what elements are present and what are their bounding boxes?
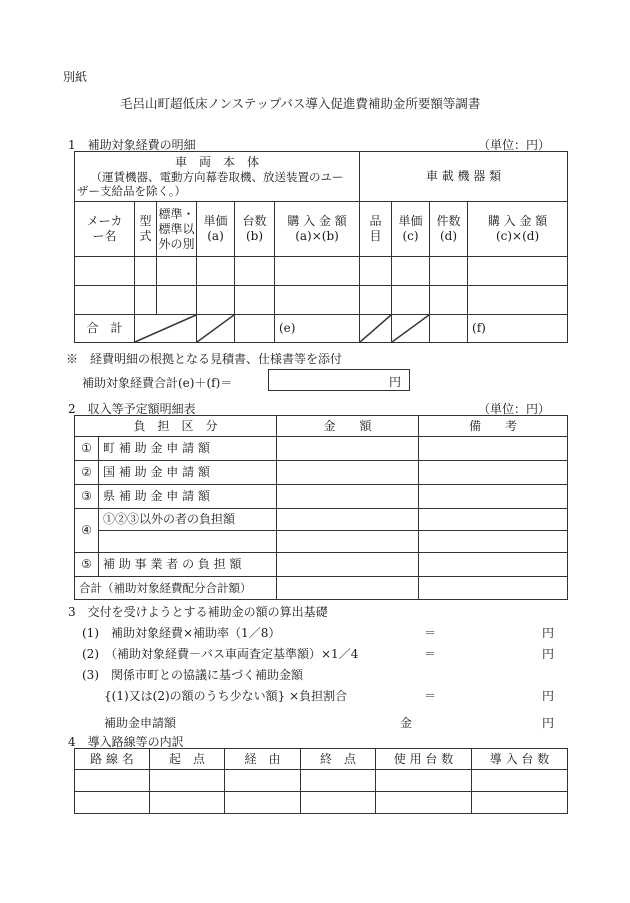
diagonal-cell <box>135 315 197 343</box>
equals-sign: ＝ <box>424 626 437 640</box>
row-number: ④ <box>75 509 99 553</box>
table-row <box>75 485 568 509</box>
table-row <box>75 437 568 461</box>
col-introduced-count: 導 入 台 数 <box>472 749 568 770</box>
table-row <box>75 531 568 553</box>
row-label: ①②③以外の者の負担額 <box>99 509 277 531</box>
calc-line-1: (1) 補助対象経費×補助率（1／8） <box>82 626 281 640</box>
vehicle-body-header: 車 両 本 体 （運賃機器、電動方向幕巻取機、放送装置のユー ザー支給品を除く。） <box>75 152 360 202</box>
col-remarks: 備 考 <box>419 416 568 437</box>
table-row <box>75 461 568 485</box>
table-row <box>75 509 568 531</box>
section3-heading: 3 交付を受けようとする補助金の額の算出基礎 <box>68 605 328 619</box>
col-amount: 金 額 <box>277 416 419 437</box>
sum-amount-box <box>268 369 410 391</box>
total-label: 合 計 <box>75 315 135 343</box>
section2-heading: 2 収入等予定額明細表 <box>68 402 196 416</box>
section2-unit: （単位：円） <box>478 402 551 416</box>
row-label: 国 補 助 金 申 請 額 <box>99 461 277 485</box>
col-start: 起 点 <box>150 749 225 770</box>
col-via: 経 由 <box>225 749 301 770</box>
table-row <box>75 286 568 315</box>
row-number: ③ <box>75 485 99 509</box>
section1-heading: 1 補助対象経費の明細 <box>68 138 196 152</box>
attachment-note: ※ 経費明細の根拠となる見積書、仕様書等を添付 <box>66 352 343 366</box>
table-row <box>75 257 568 286</box>
total-e: (e) <box>275 315 360 343</box>
row-label: 補 助 事 業 者 の 負 担 額 <box>99 553 277 577</box>
col-count-d: 件数 (d) <box>430 202 468 257</box>
yen-label: 円 <box>542 647 555 661</box>
col-standard: 標準・ 標準以 外の別 <box>157 202 197 257</box>
total-f: (f) <box>468 315 568 343</box>
col-model: 型 式 <box>135 202 157 257</box>
onboard-equipment-header: 車 載 機 器 類 <box>360 152 568 202</box>
table-row <box>75 792 568 814</box>
total-row <box>75 577 568 600</box>
equals-sign: ＝ <box>424 647 437 661</box>
col-purchase-axb: 購 入 金 額 (a)×(b) <box>275 202 360 257</box>
total-label: 合計（補助対象経費配分合計額） <box>75 577 277 600</box>
diagonal-cell <box>360 315 392 343</box>
page-title: 毛呂山町超低床ノンステップバス導入促進費補助金所要額等調書 <box>120 96 481 111</box>
route-table <box>74 748 568 814</box>
diagonal-cell <box>197 315 235 343</box>
section4-heading: 4 導入路線等の内訳 <box>68 735 184 749</box>
calc-line-3: (3) 関係市町との協議に基づく補助金額 <box>82 668 303 682</box>
expense-table <box>74 151 568 343</box>
sum-yen: 円 <box>388 375 401 389</box>
table-row <box>75 553 568 577</box>
application-amount-label: 補助金申請額 <box>104 716 177 730</box>
col-used-count: 使 用 台 数 <box>376 749 472 770</box>
col-end: 終 点 <box>301 749 376 770</box>
income-table <box>74 415 568 600</box>
row-number: ① <box>75 437 99 461</box>
yen-label: 円 <box>542 626 555 640</box>
row-label: 町 補 助 金 申 請 額 <box>99 437 277 461</box>
calc-line-4: {(1)又は(2)の額のうち少ない額} ×負担割合 <box>104 689 348 703</box>
diagonal-cell <box>392 315 430 343</box>
col-route-name: 路 線 名 <box>75 749 150 770</box>
total-row <box>75 315 568 343</box>
kin-label: 金 <box>400 716 413 730</box>
col-unit-price-c: 単価 (c) <box>392 202 430 257</box>
row-label: 県 補 助 金 申 請 額 <box>99 485 277 509</box>
col-unit-price-a: 単価 (a) <box>197 202 235 257</box>
sum-label: 補助対象経費合計(e)＋(f)＝ <box>82 376 233 390</box>
row-number: ⑤ <box>75 553 99 577</box>
col-qty-b: 台数 (b) <box>235 202 275 257</box>
table-row <box>75 770 568 792</box>
calc-line-2: (2) （補助対象経費－バス車両査定基準額）×1／4 <box>82 647 359 661</box>
equals-sign: ＝ <box>424 689 437 703</box>
col-burden: 負 担 区 分 <box>75 416 277 437</box>
attachment-label: 別紙 <box>63 70 88 84</box>
yen-label: 円 <box>542 716 555 730</box>
col-item: 品 目 <box>360 202 392 257</box>
row-number: ② <box>75 461 99 485</box>
col-purchase-cxd: 購 入 金 額 (c)×(d) <box>468 202 568 257</box>
yen-label: 円 <box>542 689 555 703</box>
col-maker: メーカ ー名 <box>75 202 135 257</box>
section1-unit: （単位：円） <box>478 138 551 152</box>
